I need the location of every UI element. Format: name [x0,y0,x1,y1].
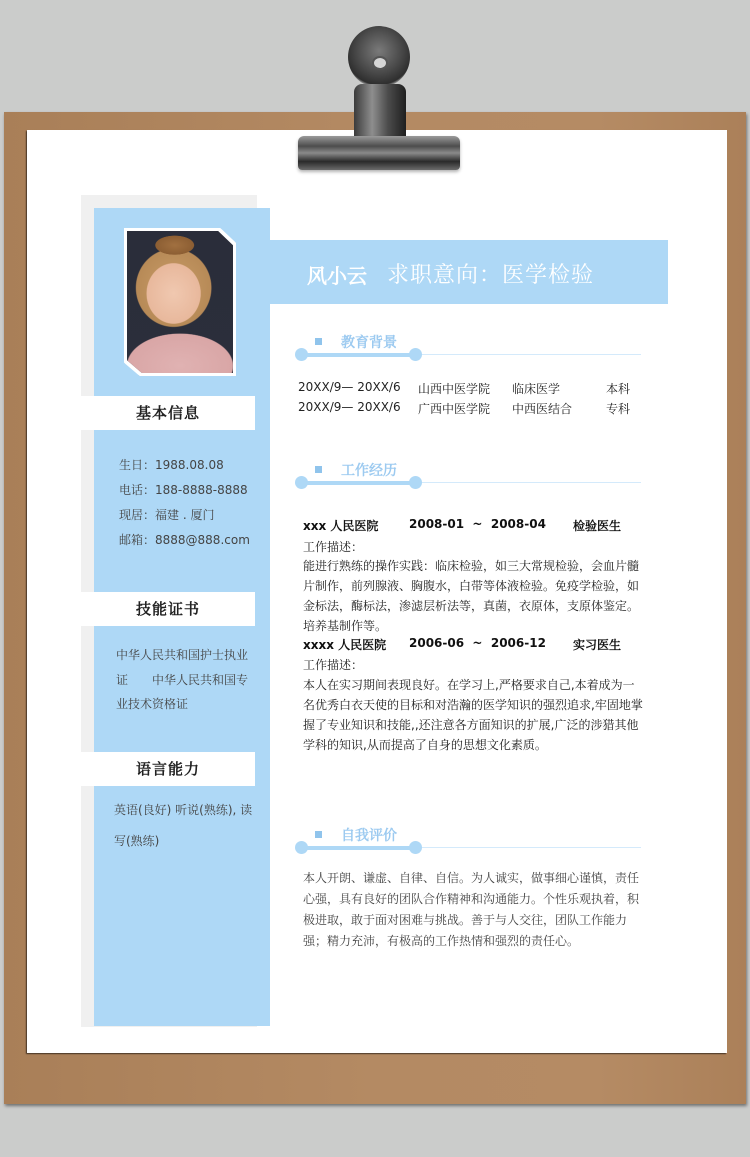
square-bullet-icon [315,831,322,838]
languages-title: 语言能力 [81,752,255,786]
job-period: 2008-01 ~ 2008-04 [409,517,546,531]
basic-info-title: 基本信息 [81,396,255,430]
birthday: 生日：1988.08.08 [119,458,224,472]
job-role: 实习医生 [573,638,622,652]
job-desc-label: 工作描述： [303,658,364,672]
job-period: 2006-06 ~ 2006-12 [409,636,546,650]
edu-school: 山西中医学院 [418,382,491,396]
edu-major: 中西医结合 [512,402,573,416]
self-eval-text: 本人开朗、谦虚、自律、自信。为人诚实，做事细心谨慎，责任心强，具有良好的团队合作精神和沟通能力。个性乐观执着，积极进取，敢于面对困难与挑战。善于与人交往，团队工作能力强；精力充沛，有极高的工作热情和强烈的责任心。 [303,871,640,948]
phone: 电话：188-8888-8888 [119,483,248,497]
skills-line: 证 中华人民共和国专 [116,673,249,687]
profile-photo [124,228,236,376]
location: 现居：福建 . 厦门 [119,508,215,522]
job-org: xxx 人民医院 [303,519,379,533]
job-desc: 能进行熟练的操作实践：临床检验，如三大常规检验，会血片髓片制作，前列腺液、胸腹水，白带等体液检验。免疫学检验，如金标法，酶标法，渗滤层析法等，真菌，衣原体，支原体鉴定。培养基制作等。 [303,559,640,633]
job-org: xxxx 人民医院 [303,638,387,652]
section-title: 教育背景 [341,335,397,351]
languages-line: 英语(良好) 听说(熟练), 读 [114,803,253,817]
square-bullet-icon [315,466,322,473]
section-title: 工作经历 [341,463,397,479]
job-intent: 求职意向：医学检验 [387,263,595,288]
job-desc-label: 工作描述： [303,540,364,554]
section-header-self-eval [295,821,641,861]
edu-school: 广西中医学院 [418,402,491,416]
skills-line: 中华人民共和国护士执业 [116,648,249,662]
edu-period: 20XX/9— 20XX/6 [298,400,401,414]
edu-major: 临床医学 [512,382,561,396]
skills-line: 业技术资格证 [116,697,189,711]
skills-title: 技能证书 [81,592,255,626]
edu-degree: 本科 [606,382,631,396]
candidate-name: 风小云 [307,264,367,288]
job-role: 检验医生 [573,519,622,533]
section-title: 自我评价 [341,828,397,844]
languages-line: 写(熟练) [114,834,160,848]
email: 邮箱：8888@888.com [119,533,250,547]
edu-degree: 专科 [606,402,631,416]
job-desc: 本人在实习期间表现良好。在学习上,严格要求自己,本着成为一名优秀白衣天使的目标和对浩瀚的医学知识的强烈追求,牢固地掌握了专业知识和技能,,还注意各方面知识的扩展,广泛的涉猎其他学科的知识,从而提高了自身的思想文化素质。 [303,678,643,752]
binder-clip-icon [298,24,460,170]
edu-period: 20XX/9— 20XX/6 [298,380,401,394]
section-header-education [295,328,641,368]
section-header-work [295,456,641,496]
avatar [127,231,233,373]
square-bullet-icon [315,338,322,345]
